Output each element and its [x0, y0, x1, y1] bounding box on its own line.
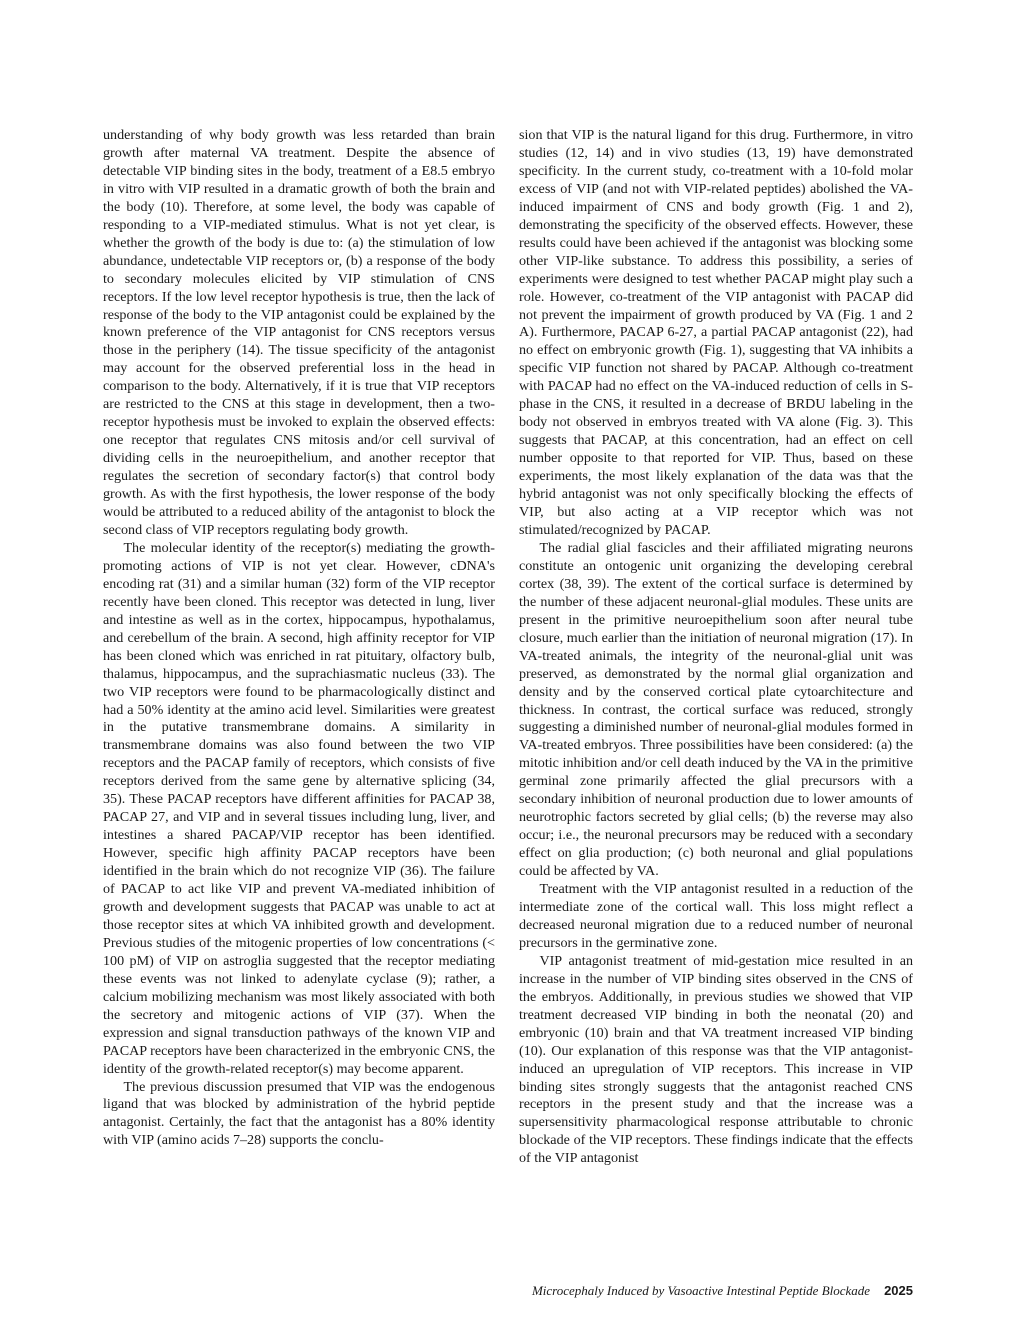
paragraph: sion that VIP is the natural ligand for this drug. Furthermore, in vitro studies (12, 14) and in vivo studies (13, 19) have demonstrated specificity. In the current study, co-treatment with a 10-fold molar excess of VIP (and not with VIP-related peptides) abolished the VA-induced impairment of CNS and body growth (Fig. 1 and 2), demonstrating the specificity of the observed effects. However, these results could have been achieved if the antagonist was blocking some other VIP-like substance. To address this possibility, a series of experiments were designed to test whether PACAP might play such a role. However, co-treatment of the VIP antagonist with PACAP did not prevent the impairment of growth produced by VA (Fig. 1 and 2 A). Furthermore, PACAP 6-27, a partial PACAP antagonist (22), had no effect on embryonic growth (Fig. 1), suggesting that VA inhibits a specific VIP function not shared by PACAP. Although co-treatment with PACAP had no effect on the VA-induced reduction of cells in S-phase in the CNS, it resulted in a decrease of BRDU labeling in the body not observed in embryos treated with VA alone (Fig. 3). This suggests that PACAP, at this concentration, had an effect on cell number opposite to that reported for VIP. Thus, based on these experiments, the most likely explanation of the data was that the hybrid antagonist was not only specifically blocking the effects of VIP, but also acting at a VIP receptor which was not stimulated/recognized by PACAP. — [519, 127, 913, 538]
paragraph: understanding of why body growth was less retarded than brain growth after maternal VA treatment. Despite the absence of detectable VIP binding sites in the body, treatment of a E8.5 embryo in vitro with VIP resulted in a dramatic growth of both the brain and the body (10). Therefore, at some level, the body was capable of responding to a VIP-mediated stimulus. What is not yet clear, is whether the growth of the body is due to: (a) the stimulation of low abundance, undetectable VIP receptors or, (b) a response of the body to secondary molecules elicited by VIP stimulation of CNS receptors. If the low level receptor hypothesis is true, then the lack of response of the body to the VIP antagonist could be explained by the known preference of the VIP antagonist for CNS receptors versus those in the periphery (14). The tissue specificity of the antagonist may account for the observed preferential loss in the head in comparison to the body. Alternatively, if it is true that VIP receptors are restricted to the CNS at this stage in development, then a two-receptor hypothesis must be invoked to explain the observed effects: one receptor that regulates CNS mitosis and/or cell survival of dividing cells in the neuroepithelium, and another receptor that regulates the secretion of secondary factor(s) that control body growth. As with the first hypothesis, the lower response of the body would be attributed to a reduced ability of the antagonist to block the second class of VIP receptors regulating body growth. — [103, 127, 495, 538]
paragraph: VIP antagonist treatment of mid-gestation mice resulted in an increase in the number of VIP binding sites observed in the CNS of the embryos. Additionally, in previous studies we showed that VIP treatment decreased VIP binding in both the neonatal (20) and embryonic (10) brain and that VA treatment increased VIP binding (10). Our explanation of this response was that the VIP antagonist-induced an upregulation of VIP receptors. This increase in VIP binding sites strongly suggests that the antagonist reached CNS receptors in the present study and that the increase was a supersensitivity pharmacological response attributable to chronic blockade of the VIP receptors. These findings indicate that the effects of the VIP antagonist — [519, 952, 913, 1167]
paragraph: The radial glial fascicles and their affiliated migrating neurons constitute an ontogenic unit organizing the developing cerebral cortex (38, 39). The extent of the cortical surface is determined by the number of these adjacent neuronal-glial modules. These units are present in the primitive neuroepithelium soon after neural tube closure, much earlier than the initiation of neuronal migration (17). In VA-treated animals, the integrity of the neuronal-glial unit was preserved, as demonstrated by the normal glial organization and density and by the conserved cortical plate cytoarchitecture and thickness. In contrast, the cortical surface was reduced, strongly suggesting a diminished number of neuronal-glial modules formed in VA-treated embryos. Three possibilities have been considered: (a) the mitotic inhibition and/or cell death induced by the VA in the primitive germinal zone primarily affected the glial precursors with a secondary inhibition of neuronal production due to lower amounts of neurotrophic factors secreted by glial cells; (b) the reverse may also occur; i.e., the neuronal precursors may be reduced with a secondary effect on glia production; (c) both neuronal and glial populations could be affected by VA. — [519, 539, 913, 880]
right-column — [519, 127, 913, 1168]
paragraph: Treatment with the VIP antagonist resulted in a reduction of the intermediate zone of the cortical wall. This loss might reflect a decreased neuronal migration due to a reduced number of neuronal precursors in the germinative zone. — [519, 881, 913, 951]
page-number: 2025 — [884, 1283, 913, 1298]
left-column — [103, 127, 495, 1150]
page-footer — [420, 1283, 913, 1299]
running-title: Microcephaly Induced by Vasoactive Intestinal Peptide Blockade — [531, 1283, 871, 1298]
paragraph: The previous discussion presumed that VIP was the endogenous ligand that was blocked by administration of the hybrid peptide antagonist. Certainly, the fact that the antagonist has a 80% identity with VIP (amino acids 7–28) supports the conclu- — [103, 1078, 495, 1149]
paragraph: The molecular identity of the receptor(s) mediating the growth-promoting actions of VIP is not yet clear. However, cDNA's encoding rat (31) and a similar human (32) form of the VIP receptor recently have been cloned. This receptor was detected in lung, liver and intestine as well as in the cortex, hippocampus, hypothalamus, and cerebellum of the brain. A second, high affinity receptor for VIP has been cloned which was enriched in rat pituitary, olfactory bulb, thalamus, hippocampus, and the suprachiasmatic nucleus (33). The two VIP receptors were found to be pharmacologically distinct and had a 50% identity at the amino acid level. Similarities were greatest in the putative transmembrane domains. A similarity in transmembrane domains was also found between the two VIP receptors and the PACAP family of receptors, which consists of five receptors derived from the same gene by alternative splicing (34, 35). These PACAP receptors have different affinities for PACAP 38, PACAP 27, and VIP and in several tissues including lung, liver, and intestines a shared PACAP/VIP receptor has been identified. However, specific high affinity PACAP receptors have been identified in the brain which do not recognize VIP (36). The failure of PACAP to act like VIP and prevent VA-mediated inhibition of growth and development suggests that PACAP was unable to act at those receptor sites at which VA inhibited growth and development. Previous studies of the mitogenic properties of low concentrations (< 100 pM) of VIP on astroglia suggested that the receptor mediating these events was not linked to adenylate cyclase (9); rather, a calcium mobilizing mechanism was most likely associated with both the secretory and mitogenic actions of VIP (37). When the expression and signal transduction pathways of the known VIP and PACAP receptors have been characterized in the embryonic CNS, the identity of the growth-related receptor(s) may become apparent. — [103, 539, 495, 1077]
